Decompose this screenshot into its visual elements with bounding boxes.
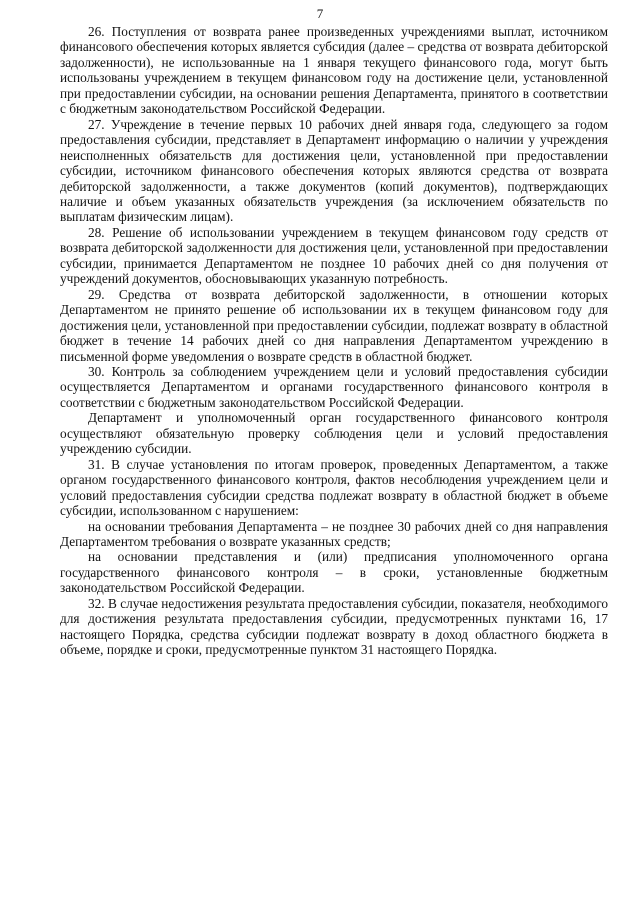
page-number: 7 — [316, 6, 324, 21]
paragraph-31: 31. В случае установления по итогам проверок, проведенных Департаментом, а также органом государственного финансового контроля, фактов несоблюдения учреждением цели и условий предоставления субсидии средства подлежат возврату в областной бюджет в объеме субсидии, использованном с нарушением: — [60, 456, 608, 519]
paragraph-27: 27. Учреждение в течение первых 10 рабочих дней января года, следующего за годом предоставления субсидии, представляет в Департамент информацию о наличии у учреждения неисполненных обязательств для достижения цели, установленной при предоставлении субсидии, источником финансового обеспечения которых являются средства от возврата дебиторской задолженности, а также документов (копий документов), подтверждающих наличие и объем указанных обязательств учреждения (за исключением обязательств по выплатам физическим лицам). — [60, 116, 608, 225]
paragraph-28: 28. Решение об использовании учреждением в текущем финансовом году средств от возврата дебиторской задолженности для достижения цели, установленной при предоставлении субсидии, принимается Департаментом не позднее 10 рабочих дней со дня получения от учреждений документов, обосновывающих указанную потребность. — [60, 224, 608, 287]
paragraph-29: 29. Средства от возврата дебиторской задолженности, в отношении которых Департаментом не принято решение об использовании их в текущем финансовом году для достижения цели, установленной при предоставлении субсидии, подлежат возврату в областной бюджет в течение 14 рабочих дней со дня направления Департаментом учреждению в письменной форме уведомления о возврате средств в областной бюджет. — [60, 286, 608, 364]
paragraph-26: 26. Поступления от возврата ранее произведенных учреждениями выплат, источником финансового обеспечения которых является субсидия (далее – средства от возврата дебиторской задолженности), не использованные на 1 января текущего финансового года, могут быть использованы учреждением в текущем финансовом году на достижение цели, установленной при предоставлении субсидии, на основании решения Департамента, принятого в соответствии с бюджетным законодательством Российской Федерации. — [60, 24, 608, 117]
paragraph-30: 30. Контроль за соблюдением учреждением цели и условий предоставления субсидии осуществляется Департаментом и органами государственного финансового контроля в соответствии с бюджетным законодательством Российской Федерации. — [60, 363, 608, 410]
paragraph-31-item-control-body: на основании представления и (или) предписания уполномоченного органа государственного финансового контроля – в сроки, установленные бюджетным законодательством Российской Федерации. — [60, 549, 608, 596]
paragraph-31-item-department: на основании требования Департамента – не позднее 30 рабочих дней со дня направления Департаментом требования о возврате указанных средств; — [60, 518, 608, 549]
paragraph-32: 32. В случае недостижения результата предоставления субсидии, показателя, необходимого для достижения результата предоставления субсидии, предусмотренных пунктами 16, 17 настоящего Порядка, средства субсидии подлежат возврату в доход областного бюджета в объеме, порядке и сроки, предусмотренные пунктом 31 настоящего Порядка. — [60, 595, 608, 658]
document-body — [60, 24, 608, 658]
paragraph-30-continued: Департамент и уполномоченный орган государственного финансового контроля осуществляют обязательную проверку соблюдения цели и условий предоставления учреждению субсидии. — [60, 410, 608, 457]
